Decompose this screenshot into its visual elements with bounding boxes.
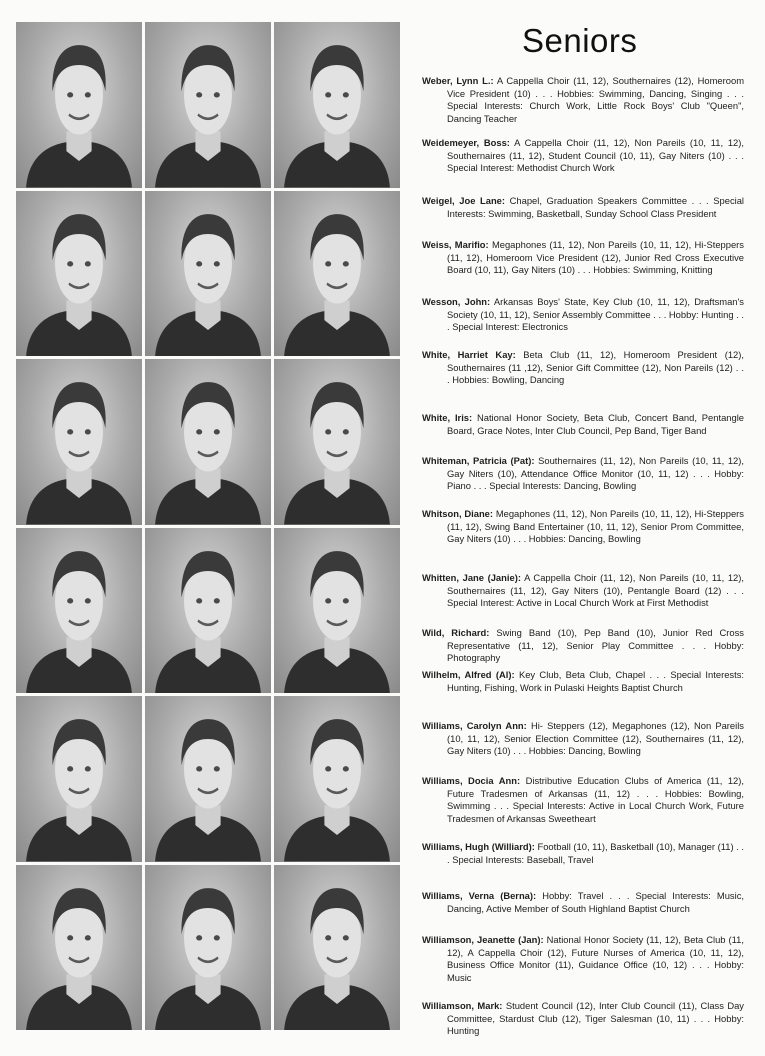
portrait-photo	[274, 865, 400, 1031]
student-bio	[422, 934, 744, 984]
student-name: Wild, Richard:	[422, 627, 490, 639]
student-activities: Distributive Education Clubs of America (11, 12), Future Tradesmen of Arkansas (11, 12) . . . Hobbies: Bowling, Swimming . . . Special Interests: Active in Local Church Work, Future Tradesmen of Arkansas Sweetheart	[447, 775, 745, 824]
student-activities: A Cappella Choir (11, 12), Southernaires (12), Homeroom Vice President (10) . . . Hobbies: Swimming, Dancing, Singing . . . Special Interests: Church Work, Little Rock Boys' Club "Queen", Dancing Teacher	[447, 75, 744, 124]
student-bio	[422, 75, 744, 125]
student-bio	[422, 669, 744, 694]
portrait-photo	[16, 528, 142, 694]
student-name: Weigel, Joe Lane:	[422, 195, 506, 207]
portrait-photo	[16, 696, 142, 862]
student-bio	[422, 455, 744, 492]
portrait-photo	[274, 528, 400, 694]
student-name: Whiteman, Patricia (Pat):	[422, 455, 535, 467]
student-name: Whitten, Jane (Janie):	[422, 572, 521, 584]
student-name: Weidemeyer, Boss:	[422, 137, 510, 149]
student-name: Williams, Hugh (Williard):	[422, 841, 535, 853]
student-name: Wilhelm, Alfred (Al):	[422, 669, 515, 681]
student-activities: Megaphones (11, 12), Non Pareils (10, 11, 12), Hi-Steppers (11, 12), Homeroom Vice President (12), Junior Red Cross Executive Board (10, 11), Gay Niters (10) . . . Hobbies: Swimming, Knitting	[447, 239, 744, 276]
student-bio	[422, 239, 744, 276]
portrait-photo	[145, 22, 271, 188]
portrait-photo	[145, 865, 271, 1031]
student-bio	[422, 890, 744, 915]
portrait-photo	[274, 696, 400, 862]
portrait-photo	[16, 22, 142, 188]
portrait-photo	[145, 191, 271, 357]
portrait-grid	[16, 22, 400, 1030]
portrait-photo	[145, 528, 271, 694]
student-name: White, Iris:	[422, 412, 473, 424]
student-name: Williamson, Mark:	[422, 1000, 503, 1012]
student-activities: Arkansas Boys' State, Key Club (10, 11, 12), Draftsman's Society (10, 11, 12), Senior Assembly Committee . . . Hobby: Hunting . . . Special Interest: Electronics	[447, 296, 744, 333]
student-bio	[422, 195, 744, 220]
student-bio	[422, 412, 744, 437]
student-name: Williams, Docia Ann:	[422, 775, 521, 787]
student-bio	[422, 841, 744, 866]
student-activities: A Cappella Choir (11, 12), Non Pareils (10, 11, 12), Southernaires (11, 12), Gay Niters (10), Pentangle Board (12) . . . Special Interest: Active in Local Church Work at First Methodist	[447, 572, 744, 609]
student-name: Weiss, Marifio:	[422, 239, 489, 251]
student-name: Wesson, John:	[422, 296, 491, 308]
portrait-photo	[145, 359, 271, 525]
student-bio	[422, 349, 744, 386]
student-activities: Hi- Steppers (12), Megaphones (12), Non Pareils (10, 11, 12), Senior Election Committee (12), Southernaires (11, 12), Gay Niters (10) . . . Hobbies: Dancing, Bowling	[447, 720, 744, 757]
student-activities: National Honor Society, Beta Club, Concert Band, Pentangle Board, Grace Notes, Inter Club Council, Pep Band, Tiger Band	[447, 412, 745, 436]
portrait-photo	[274, 191, 400, 357]
student-name: Williams, Carolyn Ann:	[422, 720, 527, 732]
student-name: Williams, Verna (Berna):	[422, 890, 537, 902]
student-name: Weber, Lynn L.:	[422, 75, 494, 87]
student-activities: Football (10, 11), Basketball (10), Manager (11) . . . Special Interests: Baseball, Travel	[447, 841, 744, 865]
student-activities: Hobby: Travel . . . Special Interests: Music, Dancing, Active Member of South Highland Baptist Church	[447, 890, 744, 914]
portrait-photo	[274, 22, 400, 188]
portrait-photo	[16, 359, 142, 525]
student-name: Williamson, Jeanette (Jan):	[422, 934, 544, 946]
student-bio	[422, 508, 744, 545]
student-activities: Southernaires (11, 12), Non Pareils (10, 11, 12), Gay Niters (10), Attendance Office Monitor (10, 11, 12) . . . Hobby: Piano . . . Special Interests: Dancing, Bowling	[447, 455, 744, 492]
portrait-photo	[16, 865, 142, 1031]
student-bio	[422, 572, 744, 609]
student-bio	[422, 775, 744, 825]
student-activities: National Honor Society (11, 12), Beta Club (11, 12), A Cappella Choir (12), Future Nurses of America (10, 11, 12), Business Office Monitor (11), Guidance Office (10, 12) . . . Hobby: Music	[447, 934, 744, 983]
student-name: Whitson, Diane:	[422, 508, 494, 520]
portrait-photo	[16, 191, 142, 357]
student-name: White, Harriet Kay:	[422, 349, 516, 361]
student-activities: Student Council (12), Inter Club Council (11), Class Day Committee, Stardust Club (12), Tiger Salesman (10, 11) . . . Hobby: Hunting	[447, 1000, 744, 1037]
student-activities: Swing Band (10), Pep Band (10), Junior Red Cross Representative (11, 12), Senior Play Committee . . . Hobby: Photography	[447, 627, 744, 664]
student-activities: Chapel, Graduation Speakers Committee . . . Special Interests: Swimming, Basketball, Sunday School Class President	[447, 195, 745, 219]
student-bio	[422, 627, 744, 664]
student-activities: A Cappella Choir (11, 12), Non Pareils (10, 11, 12), Southernaires (11, 12), Student Council (10, 11), Gay Niters (10) . . . Special Interest: Methodist Church Work	[447, 137, 744, 174]
student-bio	[422, 720, 744, 757]
student-bio	[422, 137, 744, 174]
page-title: Seniors	[522, 22, 638, 59]
student-activities: Key Club, Beta Club, Chapel . . . Special Interests: Hunting, Fishing, Work in Pulaski Heights Baptist Church	[447, 669, 744, 693]
portrait-photo	[145, 696, 271, 862]
portrait-photo	[274, 359, 400, 525]
student-bio	[422, 296, 744, 333]
student-activities: Megaphones (11, 12), Non Pareils (10, 11, 12), Hi-Steppers (11, 12), Swing Band Entertainer (10, 11, 12), Senior Prom Committee, Gay Niters (10) . . . Hobbies: Dancing, Bowling	[447, 508, 744, 545]
student-activities: Beta Club (11, 12), Homeroom President (12), Southernaires (11 ,12), Senior Gift Committee (12), Non Pareils (12) . . . Hobbies: Bowling, Dancing	[447, 349, 744, 386]
student-bio	[422, 1000, 744, 1037]
